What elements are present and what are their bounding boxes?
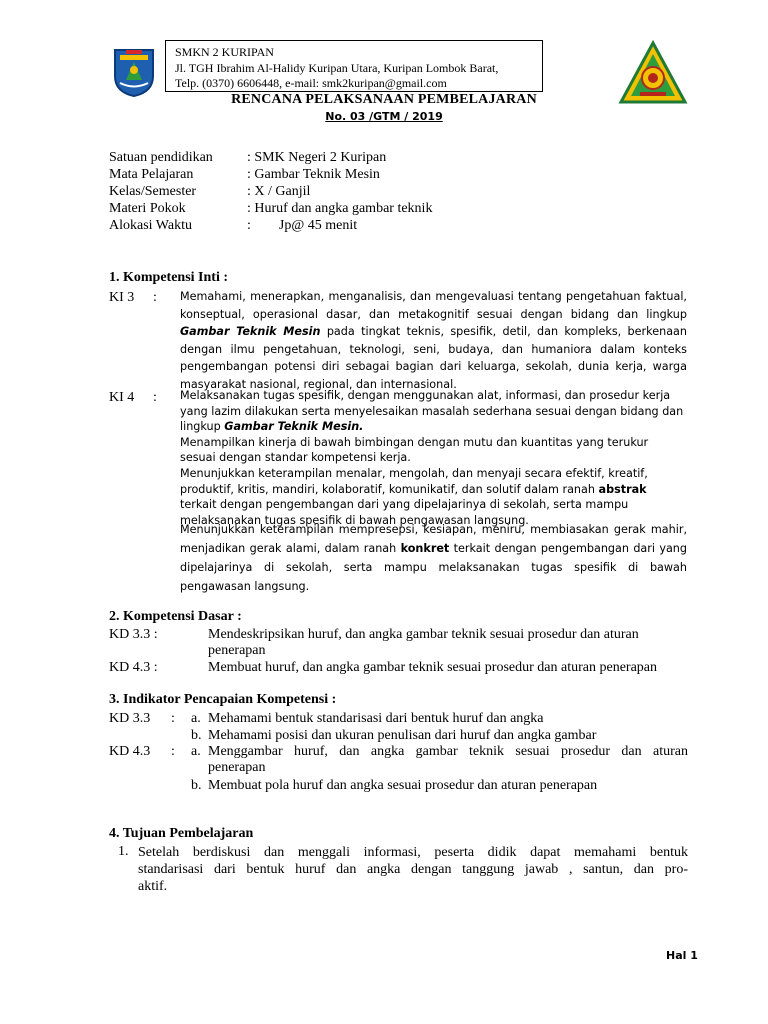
ki4-line: Menampilkan kinerja di bawah bimbingan dengan mutu dan kuantitas yang terukur: [180, 435, 649, 449]
section-heading-ki: 1. Kompetensi Inti :: [109, 270, 228, 285]
indicator-letter: a.: [191, 711, 201, 726]
kd43-text: [208, 660, 688, 676]
school-contact: Telp. (0370) 6606448, e-mail: smk2kuripan@gmail.com: [175, 76, 447, 90]
ki4-bold: konkret: [400, 542, 450, 555]
ki4-line: pengawasan langsung.: [180, 580, 310, 593]
ki4-line-pre: menjadikan gerak alami, dalam ranah: [180, 542, 401, 555]
ki4-line: terkait dengan pengembangan dari yang dipelajarinya di sekolah, serta mampu: [180, 498, 629, 512]
identity-label: Kelas/Semester: [109, 184, 197, 199]
ki4-line-pre: produktif, kritis, mandiri, kolaboratif, komunikatif, dan solutif dalam ranah: [180, 482, 599, 496]
document-number: No. 03 /GTM / 2019: [325, 110, 443, 123]
ki4-line: yang lazim dilakukan serta menyelesaikan masalah sederhana sesuai dengan bidang dan: [180, 404, 684, 418]
regency-emblem-logo: [111, 46, 157, 98]
identity-value: : Huruf dan angka gambar teknik: [247, 201, 433, 216]
ki4-line: Menunjukkan keterampilan menalar, mengolah, dan menyaji secara efektif, kreatif,: [180, 466, 648, 480]
ki4-bold: abstrak: [598, 482, 647, 496]
ki4-line: [180, 482, 687, 498]
ki4-colon: :: [153, 390, 157, 405]
kd33-text: [208, 627, 688, 659]
identity-value: : X / Ganjil: [247, 184, 311, 199]
section-heading-tp: 4. Tujuan Pembelajaran: [109, 826, 254, 841]
document-title: RENCANA PELAKSANAAN PEMBELAJARAN: [231, 92, 537, 107]
identity-label: Satuan pendidikan: [109, 150, 213, 165]
objective-number: 1.: [118, 844, 129, 859]
ki3-line: [180, 323, 687, 341]
indicator-line: penerapan: [208, 760, 266, 775]
ki4-line: melaksanakan tugas spesifik di bawah pengawasan langsung.: [180, 513, 529, 527]
page-number: Hal 1: [666, 949, 698, 962]
school-name: SMKN 2 KURIPAN: [175, 45, 274, 59]
section-heading-ipk: 3. Indikator Pencapaian Kompetensi :: [109, 692, 337, 707]
indicator-letter: b.: [191, 778, 202, 793]
section-heading-kd: 2. Kompetensi Dasar :: [109, 609, 242, 624]
indicator-text: Mehamami bentuk standarisasi dari bentuk huruf dan angka: [208, 711, 544, 726]
kd43-line: Membuat huruf, dan angka gambar teknik sesuai prosedur dan aturan penerapan: [208, 660, 658, 675]
ki4-line: [180, 539, 687, 558]
ki4-line: Menunjukkan keterampilan mempresepsi, kesiapan, meniru, membiasakan gerak mahir,: [180, 523, 687, 536]
ipk-kd33-label: KD 3.3: [109, 711, 151, 726]
ki3-line-rest: pada tingkat teknis, spesifik, detil, dan kompleks, berkenaan: [320, 325, 687, 339]
school-address: Jl. TGH Ibrahim Al-Halidy Kuripan Utara, Kuripan Lombok Barat,: [175, 61, 499, 75]
identity-label: Alokasi Waktu: [109, 218, 192, 233]
ki4-line-pre: lingkup: [180, 420, 225, 434]
ipk-kd43-label: KD 4.3: [109, 744, 151, 759]
ki4-line: [180, 419, 687, 435]
identity-value: : Jp@ 45 menit: [247, 218, 358, 233]
school-header-box: [165, 40, 543, 92]
ki4-label: KI 4: [109, 390, 135, 405]
kd43-label: KD 4.3 :: [109, 660, 158, 675]
ipk-kd33-colon: :: [171, 711, 175, 726]
indicator-text: [208, 744, 688, 776]
ki3-line: Memahami, menerapkan, menganalisis, dan mengevaluasi tentang pengetahuan faktual,: [180, 290, 687, 303]
indicator-text: Membuat pola huruf dan angka sesuai prosedur dan aturan penerapan: [208, 778, 598, 793]
ki4-emphasis: Gambar Teknik Mesin.: [224, 420, 364, 434]
ki4-line: sesuai dengan standar kompetensi kerja.: [180, 451, 411, 465]
ki3-text: [180, 288, 687, 394]
kd33-line: Mendeskripsikan huruf, dan angka gambar teknik sesuai prosedur dan aturan: [208, 627, 639, 642]
ki4-line: Melaksanakan tugas spesifik, dengan menggunakan alat, informasi, dan prosedur kerja: [180, 389, 671, 402]
indicator-letter: b.: [191, 728, 202, 743]
ki3-line: pengembangan potensi diri sebagai bagian dari keluarga, sekolah, dunia kerja, warga: [180, 360, 687, 374]
objective-text: [138, 844, 688, 895]
ki3-colon: :: [153, 290, 157, 305]
indicator-letter: a.: [191, 744, 201, 759]
ki3-line: masyarakat nasional, regional, dan internasional.: [180, 377, 457, 391]
identity-value: : Gambar Teknik Mesin: [247, 167, 380, 182]
identity-value: : SMK Negeri 2 Kuripan: [247, 150, 387, 165]
objective-line: standarisasi dari bentuk huruf dan angka dengan tanggung jawab , santun, dan pro-: [138, 862, 688, 877]
objective-line: Setelah berdiskusi dan menggali informasi, peserta didik dapat memahami bentuk: [138, 845, 688, 860]
ki4-line: dipelajarinya di sekolah, serta mampu melaksanakan tugas spesifik di bawah: [180, 561, 687, 574]
ipk-kd43-colon: :: [171, 744, 175, 759]
objective-line: aktif.: [138, 879, 168, 894]
ki3-emphasis: Gambar Teknik Mesin: [180, 325, 321, 339]
ki3-line: dengan ilmu pengetahuan, teknologi, seni, budaya, dan humaniora dalam konteks: [180, 342, 687, 356]
identity-label: Mata Pelajaran: [109, 167, 194, 182]
ki4-text-continued: [180, 520, 687, 596]
ki4-line-rest: terkait dengan pengembangan dari yang: [449, 542, 687, 555]
identity-label: Materi Pokok: [109, 201, 186, 216]
ki3-line: konseptual, operasional dasar, dan metakognitif sesuai dengan bidang dan lingkup: [180, 307, 687, 321]
kd33-line: penerapan: [208, 643, 266, 658]
indicator-text: Mehamami posisi dan ukuran penulisan dari huruf dan angka gambar: [208, 728, 597, 743]
ki3-label: KI 3: [109, 290, 135, 305]
kd33-label: KD 3.3 :: [109, 627, 158, 642]
ki4-text: [180, 388, 687, 528]
indicator-line: Menggambar huruf, dan angka gambar teknik sesuai prosedur dan aturan: [208, 744, 688, 759]
